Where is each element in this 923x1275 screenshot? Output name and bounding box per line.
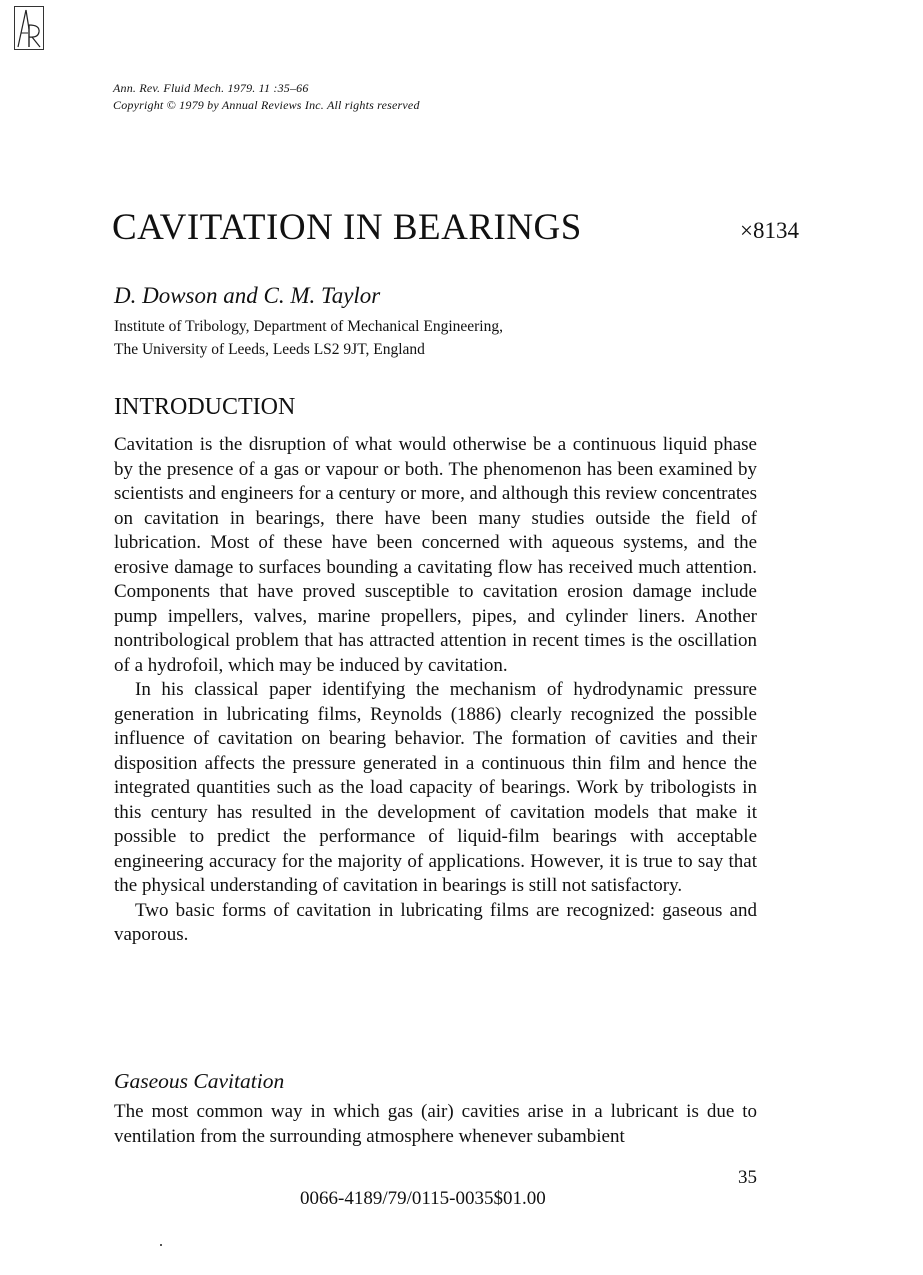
citation-line: Ann. Rev. Fluid Mech. 1979. 11 :35–66 [113, 81, 309, 95]
paragraph-4: The most common way in which gas (air) cavities arise in a lubricant is due to ventilation from the surrounding atmosphere whenever subambient [114, 1101, 757, 1147]
annual-reviews-logo [14, 6, 44, 50]
author-affiliation [114, 315, 503, 361]
gaseous-cavitation-body [114, 1100, 757, 1149]
copyright-line: Copyright © 1979 by Annual Reviews Inc. All rights reserved [113, 98, 420, 112]
document-identifier: 0066-4189/79/0115-0035$01.00 [300, 1188, 546, 1209]
introduction-body [114, 433, 757, 948]
paragraph-2: In his classical paper identifying the mechanism of hydrodynamic pressure generation in lubricating films, Reynolds (1886) clearly recognized the possible influence of cavitation on bearing behavior. The formation of cavities and their disposition affects the pressure generated in a continuous thin film and hence the integrated quantities such as the load capacity of bearings. Work by tribologists in this century has resulted in the development of cavitation models that make it possible to predict the performance of liquid-film bearings with acceptable engineering accuracy for the majority of applications. However, it is true to say that the physical understanding of cavitation in bearings is still not satisfactory. [114, 679, 757, 896]
affiliation-line-2: The University of Leeds, Leeds LS2 9JT, England [114, 341, 425, 358]
introduction-heading: INTRODUCTION [114, 394, 296, 420]
paragraph-1: Cavitation is the disruption of what would otherwise be a continuous liquid phase by the presence of a gas or vapour or both. The phenomenon has been examined by scientists and engineers for a century or more, and although this review concentrates on cavitation in bearings, there have been many studies outside the field of lubrication. Most of these have been concerned with aqueous systems, and the erosive damage to surfaces bounding a cavitating flow has received much attention. Components that have proved susceptible to cavitation erosion damage include pump impellers, valves, marine propellers, pipes, and cylinder liners. Another nontribological problem that has attracted attention in recent times is the oscillation of a hydrofoil, which may be induced by cavitation. [114, 434, 757, 676]
page-number: 35 [738, 1167, 757, 1188]
affiliation-line-1: Institute of Tribology, Department of Mechanical Engineering, [114, 318, 503, 335]
paragraph-3: Two basic forms of cavitation in lubricating films are recognized: gaseous and vaporous. [114, 899, 757, 945]
article-authors: D. Dowson and C. M. Taylor [114, 283, 381, 308]
article-code: ×8134 [740, 218, 799, 243]
gaseous-cavitation-heading: Gaseous Cavitation [114, 1069, 285, 1093]
journal-header [113, 80, 420, 114]
scan-mark [160, 1244, 162, 1246]
article-title: CAVITATION IN BEARINGS [112, 207, 582, 248]
